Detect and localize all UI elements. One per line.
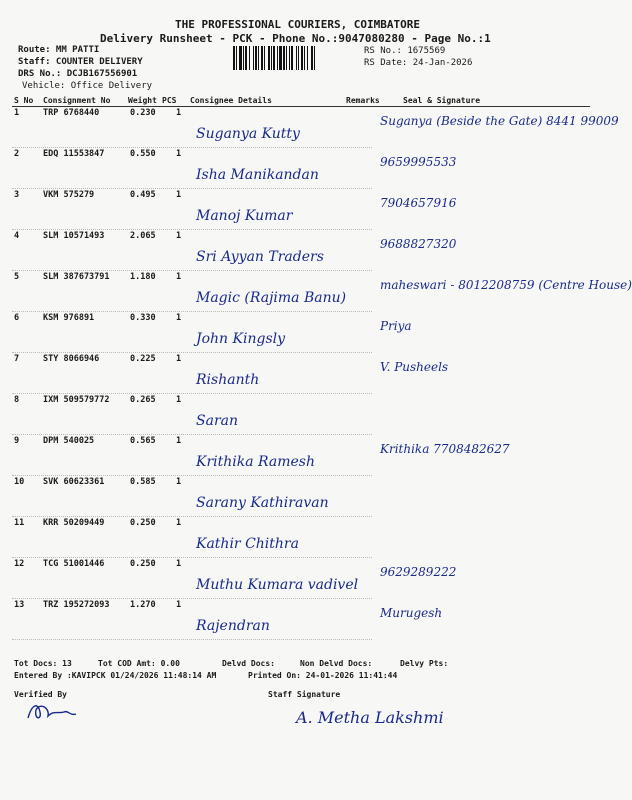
row-divider — [12, 434, 372, 435]
total-docs: Tot Docs: 13 — [14, 659, 72, 668]
total-cod: Tot COD Amt: 0.00 — [98, 659, 180, 668]
row-consignee: Rajendran — [196, 618, 270, 634]
col-remarks: Remarks — [346, 96, 380, 105]
row-consignment: DPM 540025 — [43, 436, 95, 446]
row-consignment: KRR 50209449 — [43, 518, 105, 528]
barcode-bar — [291, 46, 293, 70]
row-consignee: Magic (Rajima Banu) — [196, 290, 347, 306]
row-seal-signature: Suganya (Beside the Gate) 8441 99009 — [380, 114, 619, 128]
row-consignment: SLM 387673791 — [43, 272, 110, 282]
row-sno: 3 — [14, 190, 20, 200]
barcode-bar — [301, 46, 303, 70]
row-pcs: 1 — [176, 108, 182, 118]
barcode-bar — [264, 46, 265, 70]
row-weight: 0.225 — [130, 354, 156, 364]
row-seal-signature: maheswari - 8012208759 (Centre House) — [380, 278, 632, 292]
row-consignee: John Kingsly — [196, 331, 286, 347]
row-consignee: Sri Ayyan Traders — [196, 249, 324, 265]
row-consignment: TRP 6768440 — [43, 108, 100, 118]
row-weight: 1.180 — [130, 272, 156, 282]
row-pcs: 1 — [176, 600, 182, 610]
company-title: THE PROFESSIONAL COURIERS, COIMBATORE — [175, 18, 421, 31]
row-divider — [12, 188, 372, 189]
row-weight: 1.270 — [130, 600, 156, 610]
row-sno: 6 — [14, 313, 20, 323]
barcode-bar — [298, 46, 299, 70]
row-sno: 13 — [14, 600, 25, 610]
row-consignee: Rishanth — [196, 372, 260, 388]
row-consignment: EDQ 11553847 — [43, 149, 105, 159]
delivery-points: Delvy Pts: — [400, 659, 449, 668]
row-consignee: Muthu Kumara vadivel — [196, 577, 359, 593]
row-seal-signature: V. Pusheels — [380, 360, 449, 374]
row-seal-signature: 9688827320 — [380, 237, 457, 251]
row-divider — [12, 557, 372, 558]
row-weight: 0.265 — [130, 395, 156, 405]
row-consignment: TRZ 195272093 — [43, 600, 110, 610]
row-sno: 7 — [14, 354, 20, 364]
row-consignment: IXM 509579772 — [43, 395, 110, 405]
barcode-bar — [307, 46, 308, 70]
row-pcs: 1 — [176, 313, 182, 323]
row-pcs: 1 — [176, 559, 182, 569]
route-label: Route: MM PATTI — [18, 45, 100, 55]
drs-number: DRS No.: DCJB167556901 — [18, 69, 138, 79]
barcode-bar — [233, 46, 235, 70]
row-pcs: 1 — [176, 354, 182, 364]
row-weight: 0.550 — [130, 149, 156, 159]
barcode-bar — [249, 46, 250, 70]
row-weight: 0.250 — [130, 559, 156, 569]
row-consignment: SVK 60623361 — [43, 477, 105, 487]
row-consignment: VKM 575279 — [43, 190, 95, 200]
row-pcs: 1 — [176, 395, 182, 405]
row-sno: 12 — [14, 559, 25, 569]
row-seal-signature: 9659995533 — [380, 155, 457, 169]
verified-by-label: Verified By — [14, 690, 67, 699]
barcode-bar — [243, 46, 244, 70]
barcode-bar — [258, 46, 259, 70]
staff-signature: A. Metha Lakshmi — [296, 708, 444, 727]
printed-on: Printed On: 24-01-2026 11:41:44 — [248, 671, 398, 680]
barcode-bar — [314, 46, 315, 70]
row-consignee: Krithika Ramesh — [196, 454, 315, 470]
row-weight: 2.065 — [130, 231, 156, 241]
row-sno: 1 — [14, 108, 20, 118]
row-divider — [12, 229, 372, 230]
row-sno: 8 — [14, 395, 20, 405]
barcode-bar — [245, 46, 247, 70]
row-divider — [12, 516, 372, 517]
vehicle-label: Vehicle: Office Delivery — [22, 81, 153, 91]
row-pcs: 1 — [176, 518, 182, 528]
row-consignee: Manoj Kumar — [196, 208, 293, 224]
row-pcs: 1 — [176, 477, 182, 487]
barcode-bar — [289, 46, 290, 70]
barcode-bar — [273, 46, 275, 70]
row-pcs: 1 — [176, 272, 182, 282]
row-seal-signature: Priya — [380, 319, 412, 333]
non-delivered-docs: Non Delvd Docs: — [300, 659, 373, 668]
row-pcs: 1 — [176, 149, 182, 159]
delivered-docs: Delvd Docs: — [222, 659, 275, 668]
col-consignment: Consignment No — [43, 96, 111, 105]
row-consignee: Saran — [196, 413, 238, 429]
row-consignment: KSM 976891 — [43, 313, 95, 323]
staff-signature-label: Staff Signature — [268, 690, 341, 699]
row-consignee: Suganya Kutty — [196, 126, 300, 142]
row-divider — [12, 598, 372, 599]
row-pcs: 1 — [176, 436, 182, 446]
row-consignment: TCG 51001446 — [43, 559, 105, 569]
barcode-bar — [255, 46, 257, 70]
row-consignment: SLM 10571493 — [43, 231, 105, 241]
entered-by: Entered By :KAVIPCK 01/24/2026 11:48:14 AM — [14, 671, 217, 680]
row-divider — [12, 352, 372, 353]
row-weight: 0.585 — [130, 477, 156, 487]
runsheet-subtitle: Delivery Runsheet - PCK - Phone No.:9047080280 - Page No.:1 — [100, 32, 491, 45]
row-divider — [12, 270, 372, 271]
barcode-bar — [253, 46, 254, 70]
staff-label: Staff: COUNTER DELIVERY — [18, 57, 143, 67]
verified-signature — [24, 698, 84, 724]
row-seal-signature: Murugesh — [380, 606, 443, 620]
row-sno: 10 — [14, 477, 25, 487]
col-consignee: Consignee Details — [190, 96, 272, 105]
header-rule — [12, 106, 590, 107]
col-pcs: PCS — [162, 96, 177, 105]
row-divider — [12, 147, 372, 148]
rs-date: RS Date: 24-Jan-2026 — [364, 58, 473, 68]
row-consignment: STY 8066946 — [43, 354, 100, 364]
row-weight: 0.330 — [130, 313, 156, 323]
rs-number: RS No.: 1675569 — [364, 46, 446, 56]
row-weight: 0.230 — [130, 108, 156, 118]
row-weight: 0.495 — [130, 190, 156, 200]
row-seal-signature: 7904657916 — [380, 196, 457, 210]
barcode-bar — [261, 46, 263, 70]
barcode-bar — [268, 46, 270, 70]
col-sno: S No — [14, 96, 34, 105]
col-seal: Seal & Signature — [403, 96, 481, 105]
row-seal-signature: 9629289222 — [380, 565, 457, 579]
row-sno: 5 — [14, 272, 20, 282]
row-weight: 0.250 — [130, 518, 156, 528]
row-weight: 0.565 — [130, 436, 156, 446]
barcode-bar — [304, 46, 305, 70]
row-divider — [12, 475, 372, 476]
row-consignee: Sarany Kathiravan — [196, 495, 329, 511]
row-divider — [12, 639, 372, 640]
barcode-bar — [239, 46, 242, 70]
row-consignee: Isha Manikandan — [196, 167, 319, 183]
row-sno: 4 — [14, 231, 20, 241]
row-sno: 11 — [14, 518, 25, 528]
row-pcs: 1 — [176, 190, 182, 200]
row-divider — [12, 311, 372, 312]
barcode-bar — [311, 46, 313, 70]
barcode-bar — [283, 46, 285, 70]
barcode-bar — [279, 46, 282, 70]
barcode-bar — [277, 46, 278, 70]
barcode-bar — [271, 46, 272, 70]
barcode-bar — [236, 46, 237, 70]
row-consignee: Kathir Chithra — [196, 536, 299, 552]
row-sno: 2 — [14, 149, 20, 159]
row-pcs: 1 — [176, 231, 182, 241]
barcode — [233, 46, 361, 70]
col-weight: Weight — [128, 96, 157, 105]
barcode-bar — [286, 46, 287, 70]
row-divider — [12, 393, 372, 394]
barcode-bar — [296, 46, 297, 70]
row-sno: 9 — [14, 436, 20, 446]
row-seal-signature: Krithika 7708482627 — [380, 442, 510, 456]
